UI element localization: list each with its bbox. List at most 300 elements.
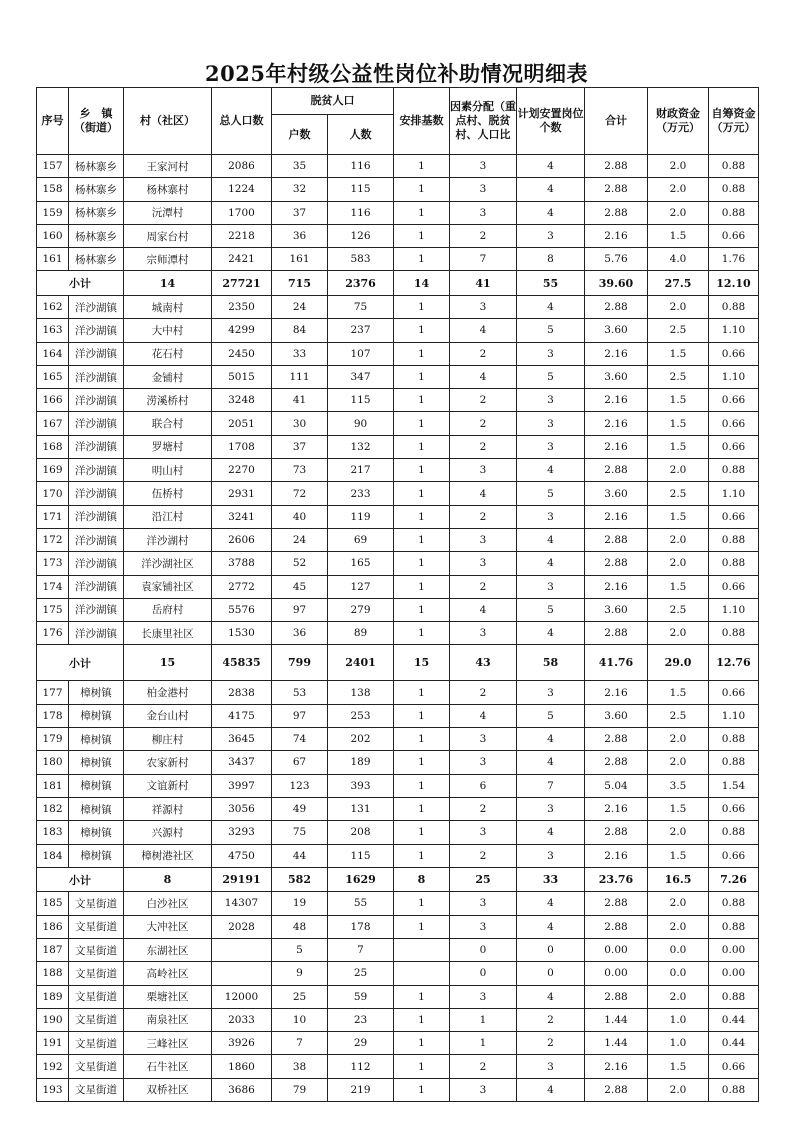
cell-factor: 2 <box>450 575 517 598</box>
cell-planned: 4 <box>517 552 585 575</box>
cell-sum: 2.16 <box>585 681 648 704</box>
subtotal-row <box>37 867 759 892</box>
cell-arranged: 1 <box>394 892 450 915</box>
cell-total-pop <box>212 962 272 985</box>
cell-village: 沅潭村 <box>124 201 212 224</box>
cell-self: 12.10 <box>709 271 759 296</box>
cell-arranged: 1 <box>394 575 450 598</box>
cell-sum: 2.88 <box>585 552 648 575</box>
cell-total-pop: 29191 <box>212 867 272 892</box>
header-persons: 人数 <box>328 115 394 155</box>
cell-village: 岳府村 <box>124 598 212 621</box>
cell-self: 0.88 <box>709 201 759 224</box>
cell-self: 0.88 <box>709 155 759 178</box>
cell-sum: 2.16 <box>585 1055 648 1078</box>
cell-fiscal: 1.5 <box>648 575 709 598</box>
cell-self: 1.54 <box>709 774 759 797</box>
cell-fiscal: 0.0 <box>648 962 709 985</box>
cell-planned: 4 <box>517 295 585 318</box>
cell-persons: 253 <box>328 704 394 727</box>
table-row <box>37 728 759 751</box>
cell-total-pop: 3437 <box>212 751 272 774</box>
cell-arranged: 1 <box>394 412 450 435</box>
cell-households: 36 <box>272 622 328 645</box>
cell-self: 0.66 <box>709 1055 759 1078</box>
cell-sum: 2.16 <box>585 389 648 412</box>
table-row <box>37 797 759 820</box>
cell-arranged: 15 <box>394 645 450 681</box>
cell-persons: 233 <box>328 482 394 505</box>
cell-factor: 3 <box>450 728 517 751</box>
cell-households: 48 <box>272 915 328 938</box>
table-row <box>37 248 759 271</box>
cell-self: 0.88 <box>709 751 759 774</box>
cell-village: 涝溪桥村 <box>124 389 212 412</box>
cell-households: 19 <box>272 892 328 915</box>
cell-seq: 177 <box>37 681 69 704</box>
cell-households: 24 <box>272 528 328 551</box>
table-row <box>37 412 759 435</box>
cell-sum: 2.16 <box>585 575 648 598</box>
cell-seq: 188 <box>37 962 69 985</box>
cell-fiscal: 16.5 <box>648 867 709 892</box>
cell-seq: 178 <box>37 704 69 727</box>
cell-fiscal: 2.5 <box>648 704 709 727</box>
cell-planned: 8 <box>517 248 585 271</box>
cell-fiscal: 2.0 <box>648 295 709 318</box>
cell-households: 32 <box>272 178 328 201</box>
cell-planned: 3 <box>517 342 585 365</box>
cell-arranged: 1 <box>394 1032 450 1055</box>
cell-planned: 4 <box>517 892 585 915</box>
cell-factor: 3 <box>450 1078 517 1101</box>
cell-seq: 157 <box>37 155 69 178</box>
cell-village: 白沙社区 <box>124 892 212 915</box>
cell-town: 樟树镇 <box>69 797 124 820</box>
cell-town: 洋沙湖镇 <box>69 435 124 458</box>
cell-fiscal: 1.5 <box>648 224 709 247</box>
cell-fiscal: 27.5 <box>648 271 709 296</box>
table-row <box>37 459 759 482</box>
cell-village: 柏金港村 <box>124 681 212 704</box>
cell-persons: 25 <box>328 962 394 985</box>
cell-seq: 173 <box>37 552 69 575</box>
cell-fiscal: 4.0 <box>648 248 709 271</box>
cell-town: 文星街道 <box>69 962 124 985</box>
cell-seq: 174 <box>37 575 69 598</box>
cell-planned: 3 <box>517 1055 585 1078</box>
cell-households: 73 <box>272 459 328 482</box>
cell-households: 799 <box>272 645 328 681</box>
cell-arranged: 1 <box>394 178 450 201</box>
cell-arranged: 1 <box>394 985 450 1008</box>
page-title: 2025年村级公益性岗位补助情况明细表 <box>205 61 588 86</box>
header-sum: 合计 <box>585 88 648 155</box>
cell-persons: 115 <box>328 178 394 201</box>
cell-planned: 4 <box>517 459 585 482</box>
cell-households: 45 <box>272 575 328 598</box>
cell-self: 12.76 <box>709 645 759 681</box>
cell-households: 74 <box>272 728 328 751</box>
cell-arranged: 1 <box>394 728 450 751</box>
cell-planned: 4 <box>517 528 585 551</box>
cell-sum: 2.88 <box>585 985 648 1008</box>
cell-town: 杨林寨乡 <box>69 155 124 178</box>
cell-factor: 0 <box>450 962 517 985</box>
cell-sum: 2.16 <box>585 412 648 435</box>
cell-total-pop: 2270 <box>212 459 272 482</box>
cell-village: 明山村 <box>124 459 212 482</box>
cell-fiscal: 2.0 <box>648 622 709 645</box>
cell-self: 0.88 <box>709 622 759 645</box>
cell-total-pop: 1708 <box>212 435 272 458</box>
cell-arranged: 1 <box>394 435 450 458</box>
cell-seq: 186 <box>37 915 69 938</box>
cell-total-pop: 2421 <box>212 248 272 271</box>
cell-factor: 3 <box>450 985 517 1008</box>
cell-seq: 179 <box>37 728 69 751</box>
cell-village: 石牛社区 <box>124 1055 212 1078</box>
cell-town: 文星街道 <box>69 938 124 961</box>
cell-households: 75 <box>272 821 328 844</box>
cell-persons: 29 <box>328 1032 394 1055</box>
cell-fiscal: 2.0 <box>648 985 709 1008</box>
cell-persons: 115 <box>328 844 394 867</box>
cell-self: 0.66 <box>709 412 759 435</box>
cell-total-pop: 4299 <box>212 319 272 342</box>
subtotal-row <box>37 645 759 681</box>
cell-persons: 237 <box>328 319 394 342</box>
cell-seq: 169 <box>37 459 69 482</box>
table-row <box>37 915 759 938</box>
cell-persons: 347 <box>328 365 394 388</box>
cell-self: 0.88 <box>709 915 759 938</box>
cell-factor: 4 <box>450 598 517 621</box>
cell-village: 栗塘社区 <box>124 985 212 1008</box>
cell-persons: 23 <box>328 1008 394 1031</box>
cell-factor: 3 <box>450 892 517 915</box>
cell-planned: 0 <box>517 962 585 985</box>
cell-fiscal: 1.0 <box>648 1032 709 1055</box>
cell-persons: 107 <box>328 342 394 365</box>
cell-factor: 3 <box>450 178 517 201</box>
cell-sum: 2.88 <box>585 178 648 201</box>
cell-fiscal: 2.0 <box>648 915 709 938</box>
cell-seq: 175 <box>37 598 69 621</box>
cell-sum: 1.44 <box>585 1032 648 1055</box>
cell-planned: 4 <box>517 915 585 938</box>
cell-town: 洋沙湖镇 <box>69 552 124 575</box>
cell-village: 金铺村 <box>124 365 212 388</box>
table-row <box>37 892 759 915</box>
cell-fiscal: 2.0 <box>648 155 709 178</box>
cell-factor: 2 <box>450 412 517 435</box>
cell-households: 37 <box>272 435 328 458</box>
cell-persons: 7 <box>328 938 394 961</box>
cell-factor: 3 <box>450 915 517 938</box>
cell-persons: 2401 <box>328 645 394 681</box>
cell-sum: 2.88 <box>585 295 648 318</box>
cell-village: 东湖社区 <box>124 938 212 961</box>
cell-seq: 168 <box>37 435 69 458</box>
cell-village: 樟树港社区 <box>124 844 212 867</box>
cell-arranged: 1 <box>394 365 450 388</box>
cell-arranged: 1 <box>394 1055 450 1078</box>
cell-planned: 3 <box>517 224 585 247</box>
subtotal-label: 小计 <box>37 271 124 296</box>
cell-self: 0.66 <box>709 681 759 704</box>
cell-households: 582 <box>272 867 328 892</box>
cell-households: 67 <box>272 751 328 774</box>
cell-households: 24 <box>272 295 328 318</box>
cell-village: 沿江村 <box>124 505 212 528</box>
cell-fiscal: 1.5 <box>648 505 709 528</box>
cell-village: 三峰社区 <box>124 1032 212 1055</box>
cell-sum: 1.44 <box>585 1008 648 1031</box>
cell-factor: 2 <box>450 435 517 458</box>
table-row <box>37 224 759 247</box>
cell-town: 文星街道 <box>69 1078 124 1101</box>
cell-arranged: 1 <box>394 844 450 867</box>
cell-town: 文星街道 <box>69 915 124 938</box>
cell-arranged: 1 <box>394 751 450 774</box>
cell-self: 0.00 <box>709 938 759 961</box>
cell-households: 9 <box>272 962 328 985</box>
cell-sum: 2.16 <box>585 844 648 867</box>
header-village: 村（社区） <box>124 88 212 155</box>
cell-factor: 4 <box>450 482 517 505</box>
cell-factor: 4 <box>450 319 517 342</box>
cell-factor: 0 <box>450 938 517 961</box>
cell-town: 樟树镇 <box>69 821 124 844</box>
cell-town: 洋沙湖镇 <box>69 598 124 621</box>
cell-factor: 6 <box>450 774 517 797</box>
cell-seq: 190 <box>37 1008 69 1031</box>
header-households: 户数 <box>272 115 328 155</box>
header-arranged: 安排基数 <box>394 88 450 155</box>
cell-total-pop: 2838 <box>212 681 272 704</box>
cell-persons: 279 <box>328 598 394 621</box>
cell-village: 伍桥村 <box>124 482 212 505</box>
cell-arranged: 1 <box>394 774 450 797</box>
cell-factor: 1 <box>450 1032 517 1055</box>
cell-persons: 208 <box>328 821 394 844</box>
cell-self: 0.66 <box>709 342 759 365</box>
cell-households: 38 <box>272 1055 328 1078</box>
cell-factor: 2 <box>450 844 517 867</box>
cell-self: 0.88 <box>709 821 759 844</box>
cell-sum: 5.76 <box>585 248 648 271</box>
cell-planned: 5 <box>517 704 585 727</box>
cell-seq: 170 <box>37 482 69 505</box>
cell-self: 0.88 <box>709 295 759 318</box>
cell-self: 0.66 <box>709 505 759 528</box>
cell-village: 周家台村 <box>124 224 212 247</box>
cell-town: 洋沙湖镇 <box>69 342 124 365</box>
cell-fiscal: 1.5 <box>648 389 709 412</box>
cell-self: 0.88 <box>709 892 759 915</box>
cell-self: 0.66 <box>709 844 759 867</box>
cell-planned: 5 <box>517 598 585 621</box>
cell-self: 1.76 <box>709 248 759 271</box>
cell-factor: 3 <box>450 552 517 575</box>
cell-households: 41 <box>272 389 328 412</box>
cell-arranged: 1 <box>394 155 450 178</box>
cell-persons: 165 <box>328 552 394 575</box>
cell-households: 161 <box>272 248 328 271</box>
cell-sum: 2.88 <box>585 201 648 224</box>
cell-fiscal: 2.5 <box>648 598 709 621</box>
cell-fiscal: 1.0 <box>648 1008 709 1031</box>
cell-self: 7.26 <box>709 867 759 892</box>
cell-fiscal: 1.5 <box>648 342 709 365</box>
cell-village: 大冲社区 <box>124 915 212 938</box>
cell-households: 84 <box>272 319 328 342</box>
table-row <box>37 389 759 412</box>
cell-total-pop: 5015 <box>212 365 272 388</box>
cell-persons: 59 <box>328 985 394 1008</box>
cell-persons: 1629 <box>328 867 394 892</box>
cell-self: 0.44 <box>709 1008 759 1031</box>
cell-total-pop: 1224 <box>212 178 272 201</box>
cell-planned: 5 <box>517 482 585 505</box>
cell-factor: 4 <box>450 365 517 388</box>
cell-total-pop: 2218 <box>212 224 272 247</box>
table-row <box>37 295 759 318</box>
cell-arranged: 1 <box>394 482 450 505</box>
cell-village: 宗师潭村 <box>124 248 212 271</box>
cell-households: 37 <box>272 201 328 224</box>
cell-persons: 189 <box>328 751 394 774</box>
cell-self: 1.10 <box>709 704 759 727</box>
header-seq: 序号 <box>37 88 69 155</box>
table-row <box>37 178 759 201</box>
cell-town: 杨林寨乡 <box>69 178 124 201</box>
cell-sum: 2.16 <box>585 224 648 247</box>
cell-sum: 3.60 <box>585 365 648 388</box>
cell-planned: 3 <box>517 505 585 528</box>
cell-total-pop: 3926 <box>212 1032 272 1055</box>
cell-seq: 182 <box>37 797 69 820</box>
cell-factor: 2 <box>450 342 517 365</box>
cell-planned: 3 <box>517 797 585 820</box>
cell-factor: 3 <box>450 528 517 551</box>
cell-households: 49 <box>272 797 328 820</box>
cell-factor: 4 <box>450 704 517 727</box>
cell-town: 文星街道 <box>69 1055 124 1078</box>
cell-village: 兴源村 <box>124 821 212 844</box>
cell-fiscal: 3.5 <box>648 774 709 797</box>
cell-village: 长康里社区 <box>124 622 212 645</box>
cell-total-pop: 2028 <box>212 915 272 938</box>
table-row <box>37 1078 759 1101</box>
table-row <box>37 622 759 645</box>
cell-households: 97 <box>272 704 328 727</box>
cell-town: 杨林寨乡 <box>69 224 124 247</box>
cell-town: 洋沙湖镇 <box>69 482 124 505</box>
cell-village: 袁家铺社区 <box>124 575 212 598</box>
table-row <box>37 704 759 727</box>
cell-seq: 181 <box>37 774 69 797</box>
cell-village: 金台山村 <box>124 704 212 727</box>
cell-village: 8 <box>124 867 212 892</box>
cell-total-pop: 3997 <box>212 774 272 797</box>
cell-arranged: 1 <box>394 681 450 704</box>
cell-total-pop: 2086 <box>212 155 272 178</box>
cell-total-pop: 3248 <box>212 389 272 412</box>
cell-town: 樟树镇 <box>69 728 124 751</box>
cell-planned: 4 <box>517 728 585 751</box>
cell-fiscal: 1.5 <box>648 844 709 867</box>
cell-village: 杨林寨村 <box>124 178 212 201</box>
cell-total-pop <box>212 938 272 961</box>
cell-town: 文星街道 <box>69 985 124 1008</box>
cell-village: 王家河村 <box>124 155 212 178</box>
cell-seq: 193 <box>37 1078 69 1101</box>
cell-total-pop: 12000 <box>212 985 272 1008</box>
cell-factor: 2 <box>450 1055 517 1078</box>
subtotal-label: 小计 <box>37 645 124 681</box>
cell-arranged: 1 <box>394 505 450 528</box>
cell-town: 杨林寨乡 <box>69 248 124 271</box>
cell-planned: 3 <box>517 844 585 867</box>
cell-factor: 2 <box>450 681 517 704</box>
cell-persons: 127 <box>328 575 394 598</box>
cell-seq: 158 <box>37 178 69 201</box>
cell-arranged: 1 <box>394 915 450 938</box>
table-row <box>37 1008 759 1031</box>
cell-self: 0.88 <box>709 178 759 201</box>
cell-arranged: 14 <box>394 271 450 296</box>
table-row <box>37 938 759 961</box>
cell-seq: 165 <box>37 365 69 388</box>
cell-planned: 58 <box>517 645 585 681</box>
cell-households: 35 <box>272 155 328 178</box>
cell-factor: 43 <box>450 645 517 681</box>
cell-arranged: 8 <box>394 867 450 892</box>
cell-sum: 2.88 <box>585 622 648 645</box>
cell-sum: 3.60 <box>585 704 648 727</box>
cell-arranged: 1 <box>394 389 450 412</box>
cell-persons: 202 <box>328 728 394 751</box>
cell-arranged: 1 <box>394 319 450 342</box>
table-row <box>37 201 759 224</box>
cell-seq: 180 <box>37 751 69 774</box>
cell-persons: 115 <box>328 389 394 412</box>
cell-households: 33 <box>272 342 328 365</box>
cell-fiscal: 2.0 <box>648 892 709 915</box>
cell-arranged: 1 <box>394 248 450 271</box>
table-row <box>37 365 759 388</box>
cell-persons: 69 <box>328 528 394 551</box>
cell-fiscal: 2.0 <box>648 821 709 844</box>
cell-arranged: 1 <box>394 342 450 365</box>
cell-total-pop: 3293 <box>212 821 272 844</box>
table-row <box>37 342 759 365</box>
cell-total-pop: 1700 <box>212 201 272 224</box>
cell-fiscal: 2.5 <box>648 482 709 505</box>
cell-persons: 138 <box>328 681 394 704</box>
cell-self: 0.88 <box>709 528 759 551</box>
cell-factor: 3 <box>450 821 517 844</box>
cell-self: 0.66 <box>709 389 759 412</box>
header-poverty: 脱贫人口 <box>272 88 394 115</box>
cell-total-pop: 2450 <box>212 342 272 365</box>
cell-persons: 178 <box>328 915 394 938</box>
cell-fiscal: 2.0 <box>648 552 709 575</box>
cell-arranged: 1 <box>394 224 450 247</box>
cell-town: 杨林寨乡 <box>69 201 124 224</box>
